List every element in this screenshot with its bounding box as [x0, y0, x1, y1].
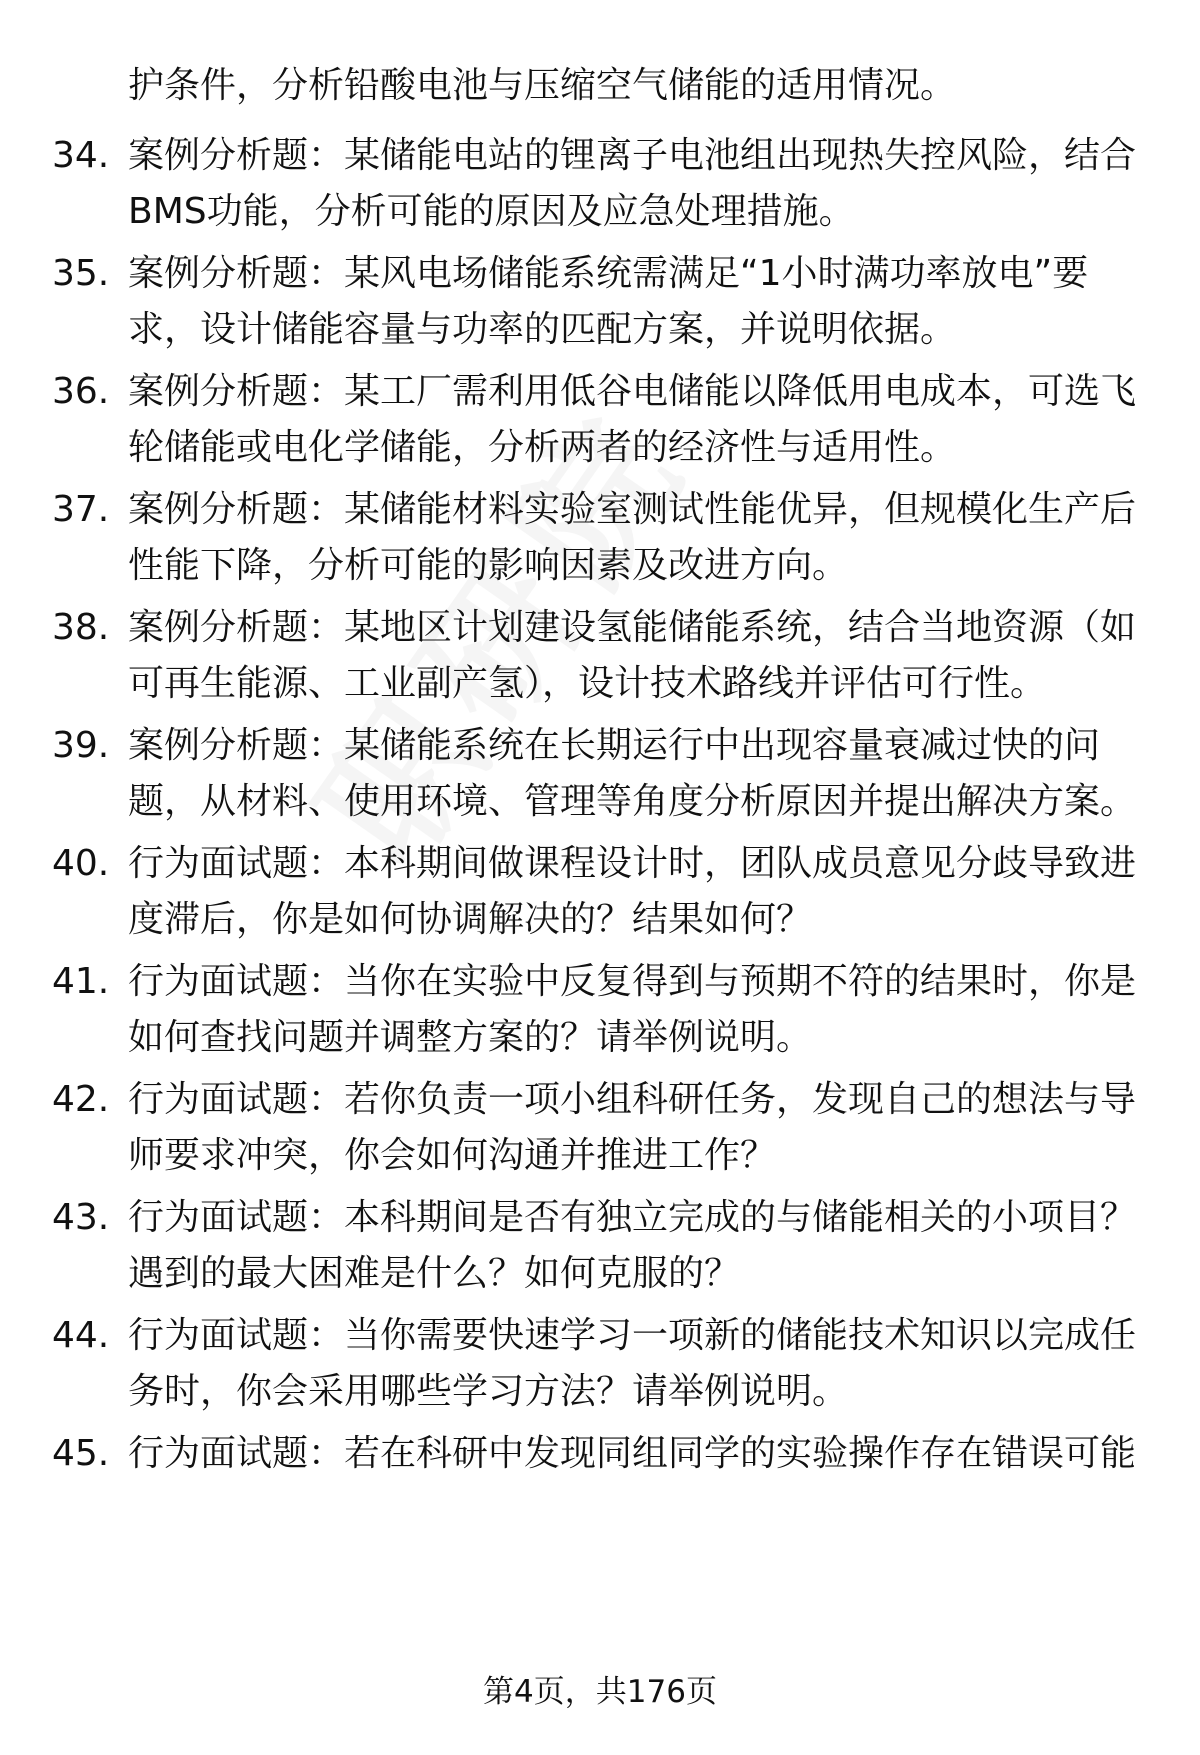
question-number: 34.: [52, 135, 110, 176]
question-line: 行为面试题：本科期间是否有独立完成的与储能相关的小项目？: [128, 1197, 1137, 1238]
question-number: 35.: [52, 253, 110, 294]
question-line: 如何查找问题并调整方案的？请举例说明。: [128, 1017, 813, 1058]
question-line: 行为面试题：本科期间做课程设计时，团队成员意见分歧导致进: [128, 843, 1137, 884]
question-line: 案例分析题：某风电场储能系统需满足“1小时满功率放电”要: [128, 253, 1089, 294]
question-text: [128, 954, 1138, 1066]
question-text: [128, 1190, 1138, 1302]
question-number: 42.: [52, 1079, 110, 1120]
question-line: 案例分析题：某储能材料实验室测试性能优异，但规模化生产后: [128, 489, 1137, 530]
continuation-text: 护条件，分析铅酸电池与压缩空气储能的适用情况。: [128, 65, 957, 106]
question-number: 45.: [52, 1433, 110, 1474]
question-text: [128, 246, 1138, 358]
question-line: 行为面试题：当你需要快速学习一项新的储能技术知识以完成任: [128, 1315, 1137, 1356]
question-number: 37.: [52, 489, 110, 530]
question-number: 39.: [52, 725, 110, 766]
question-text: [128, 836, 1138, 948]
question-number: 38.: [52, 607, 110, 648]
question-line: 度滞后，你是如何协调解决的？结果如何？: [128, 899, 813, 940]
question-number: 40.: [52, 843, 110, 884]
question-number: 36.: [52, 371, 110, 412]
question-line: 可再生能源、工业副产氢），设计技术路线并评估可行性。: [128, 663, 1047, 704]
question-line: 题，从材料、使用环境、管理等角度分析原因并提出解决方案。: [128, 781, 1137, 822]
question-line: 轮储能或电化学储能，分析两者的经济性与适用性。: [128, 427, 957, 468]
question-line: 务时，你会采用哪些学习方法？请举例说明。: [128, 1371, 849, 1412]
question-line: 案例分析题：某储能系统在长期运行中出现容量衰减过快的问: [128, 725, 1101, 766]
question-line: 行为面试题：当你在实验中反复得到与预期不符的结果时，你是: [128, 961, 1137, 1002]
question-text: [128, 482, 1138, 594]
question-number: 41.: [52, 961, 110, 1002]
question-line: 遇到的最大困难是什么？如何克服的？: [128, 1253, 741, 1294]
question-line: 案例分析题：某储能电站的锂离子电池组出现热失控风险，结合: [128, 135, 1137, 176]
question-line: 师要求冲突，你会如何沟通并推进工作？: [128, 1135, 777, 1176]
page-footer: 第4页，共176页: [483, 1674, 717, 1710]
question-text: [128, 600, 1138, 712]
question-text: [128, 1426, 1138, 1482]
question-line: BMS功能，分析可能的原因及应急处理措施。: [128, 191, 855, 232]
question-number: 44.: [52, 1315, 110, 1356]
question-text: [128, 1072, 1138, 1184]
question-number: 43.: [52, 1197, 110, 1238]
question-line: 求，设计储能容量与功率的匹配方案，并说明依据。: [128, 309, 957, 350]
question-text: [128, 128, 1138, 240]
question-text: [128, 1308, 1138, 1420]
question-line: 行为面试题：若你负责一项小组科研任务，发现自己的想法与导: [128, 1079, 1137, 1120]
question-text: [128, 364, 1138, 476]
question-line: 行为面试题：若在科研中发现同组同学的实验操作存在错误可能: [128, 1433, 1137, 1474]
question-line: 案例分析题：某工厂需利用低谷电储能以降低用电成本，可选飞: [128, 371, 1137, 412]
question-text: [128, 718, 1138, 830]
question-line: 性能下降，分析可能的影响因素及改进方向。: [128, 545, 849, 586]
question-line: 案例分析题：某地区计划建设氢能储能系统，结合当地资源（如: [128, 607, 1137, 648]
